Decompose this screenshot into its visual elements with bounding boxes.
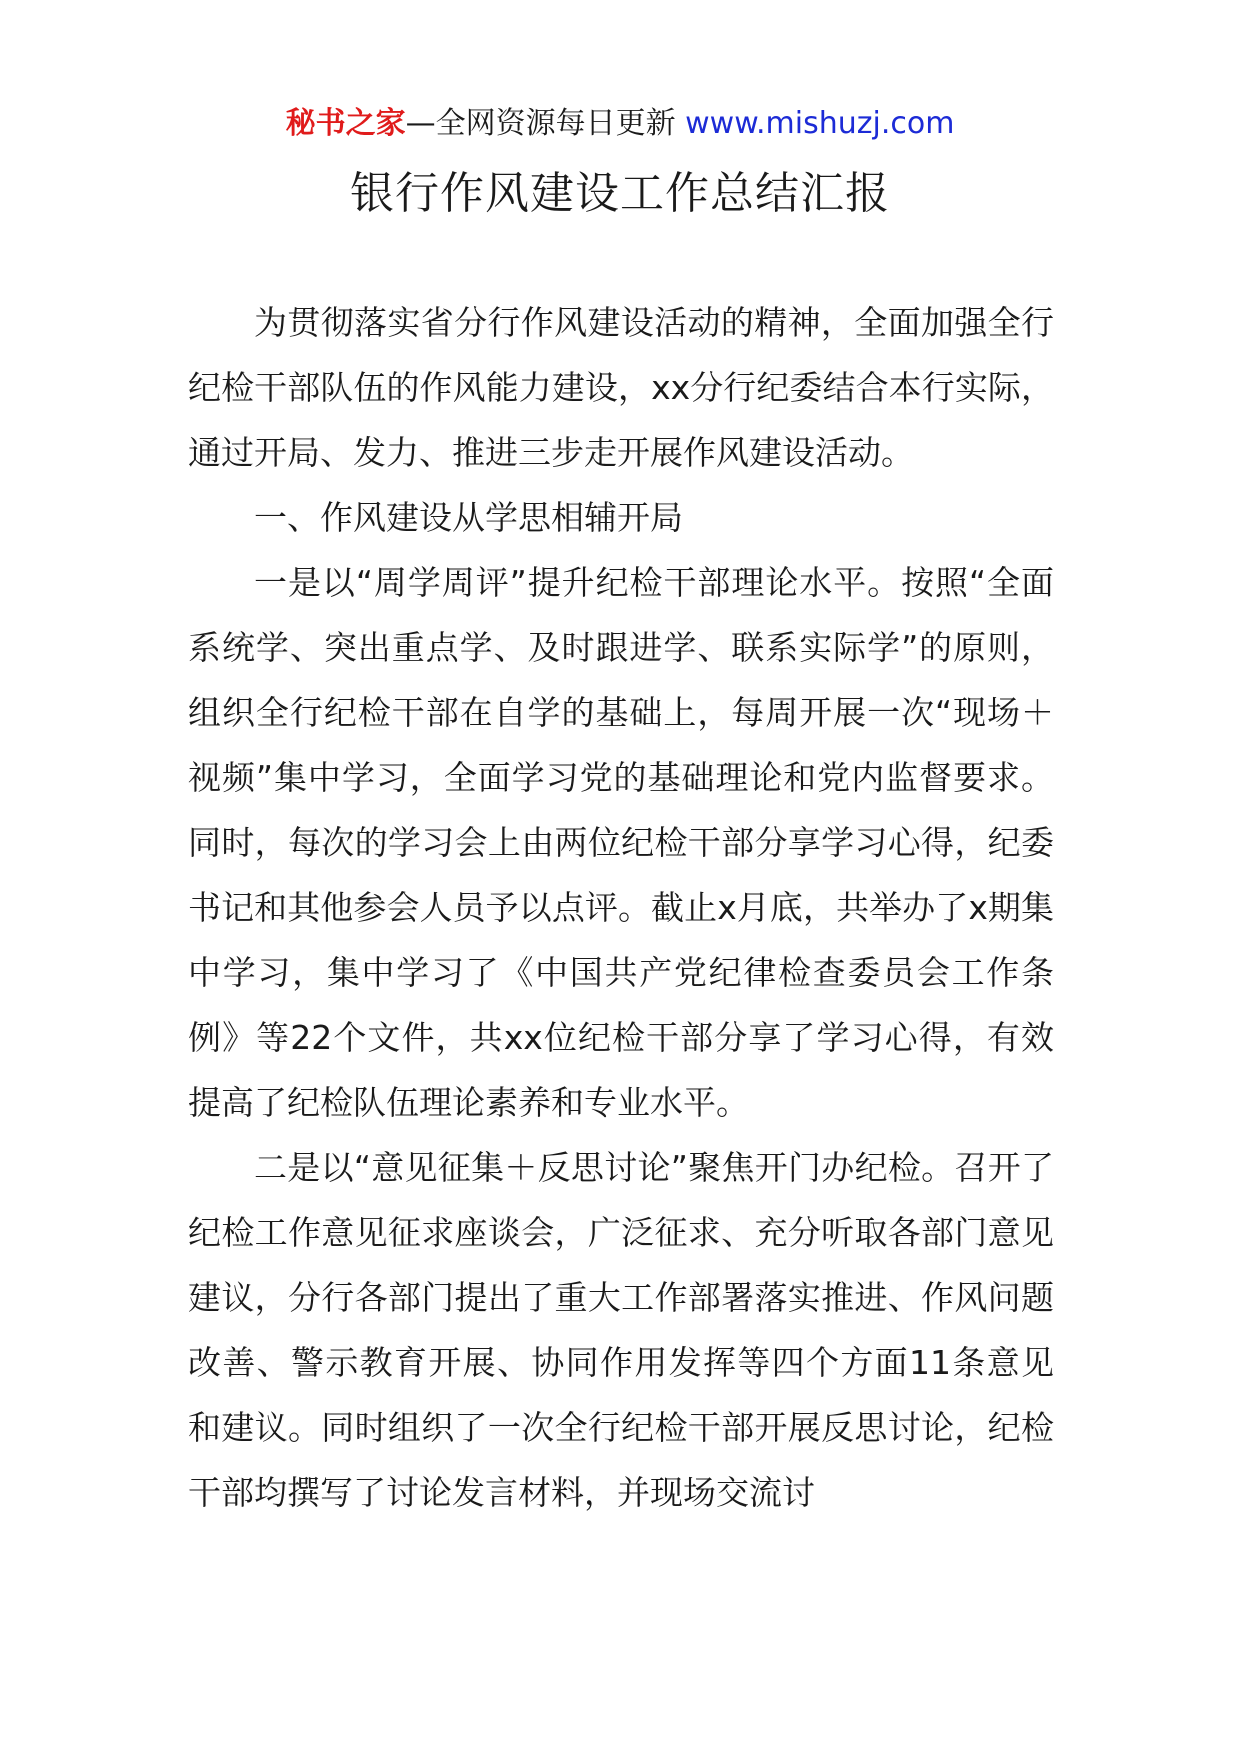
document-title: 银行作风建设工作总结汇报 (350, 168, 890, 219)
site-header (0, 104, 1240, 144)
section-heading: 一、作风建设从学思相辅开局 (254, 498, 683, 537)
body-paragraph: 二是以“意见征集＋反思讨论”聚焦开门办纪检。召开了纪检工作意见征求座谈会，广泛征求、充分听取各部门意见建议，分行各部门提出了重大工作部署落实推进、作风问题改善、警示教育开展、协同作用发挥等四个方面11条意见和建议。同时组织了一次全行纪检干部开展反思讨论，纪检干部均撰写了讨论发言材料，并现场交流讨 (188, 1148, 1054, 1512)
intro-paragraph: 为贯彻落实省分行作风建设活动的精神，全面加强全行纪检干部队伍的作风能力建设，xx分行纪委结合本行实际，通过开局、发力、推进三步走开展作风建设活动。 (188, 303, 1054, 472)
body-paragraph: 一是以“周学周评”提升纪检干部理论水平。按照“全面系统学、突出重点学、及时跟进学、联系实际学”的原则，组织全行纪检干部在自学的基础上，每周开展一次“现场＋视频”集中学习，全面学习党的基础理论和党内监督要求。同时，每次的学习会上由两位纪检干部分享学习心得，纪委书记和其他参会人员予以点评。截止x月底，共举办了x期集中学习，集中学习了《中国共产党纪律检查委员会工作条例》等22个文件，共xx位纪检干部分享了学习心得，有效提高了纪检队伍理论素养和专业水平。 (188, 563, 1054, 1122)
site-tagline: —全网资源每日更新 (405, 106, 686, 141)
site-url-link[interactable]: www.mishuzj.com (685, 106, 955, 141)
site-brand: 秘书之家 (285, 106, 406, 141)
document-body (188, 290, 1054, 1525)
